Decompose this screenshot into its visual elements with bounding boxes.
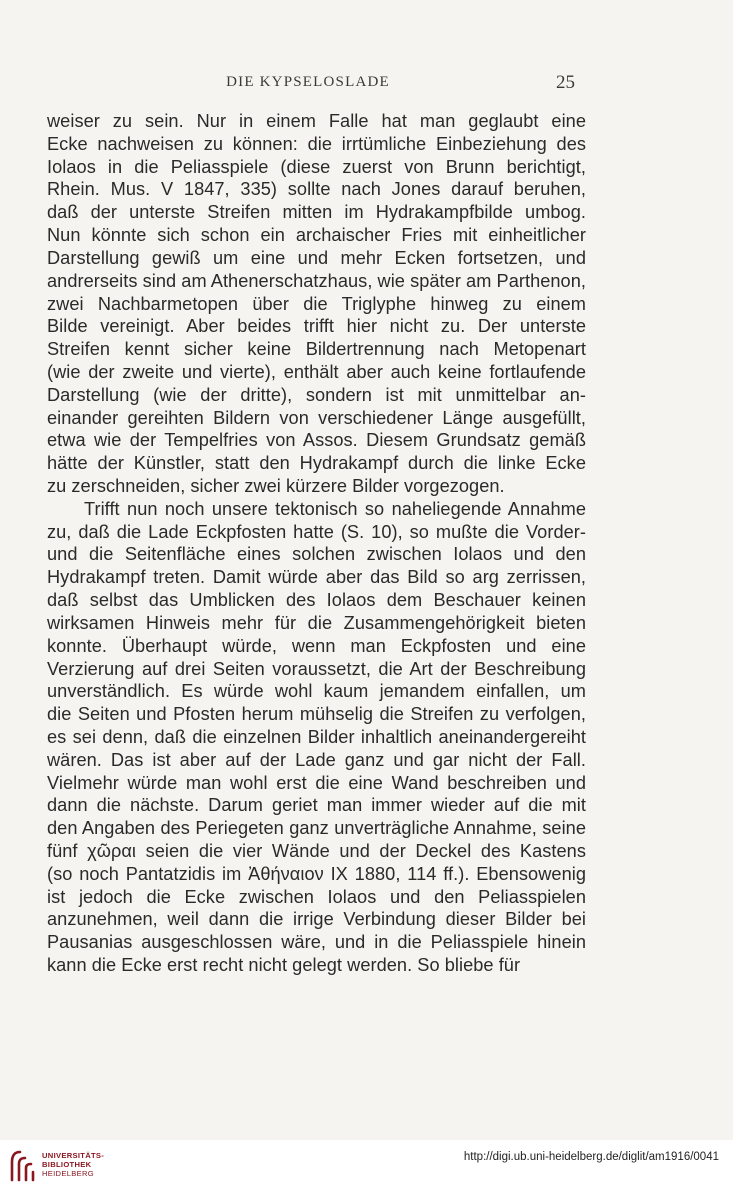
text-line: zu, daß die Lade Eckpfosten hatte (S. 10), so mußte die Vorder-: [47, 521, 586, 542]
text-line: Streifen kennt sicher keine Bildertrennung nach Metopenart: [47, 339, 586, 360]
text-line: weiser zu sein. Nur in einem Falle hat man geglaubt eine: [47, 111, 586, 131]
body-text: [47, 110, 586, 977]
text-line: Ecke nachweisen zu können: die irrtümliche Einbeziehung des: [47, 133, 586, 154]
text-line: hätte der Künstler, statt den Hydrakampf durch die linke Ecke: [47, 453, 586, 474]
text-line: den Angaben des Periegeten ganz unverträgliche Annahme, seine: [47, 818, 586, 839]
running-header: [0, 72, 733, 96]
text-line: ist jedoch die Ecke zwischen Iolaos und den Peliasspielen: [47, 886, 586, 907]
text-line: wirksamen Hinweis mehr für die Zusammengehörigkeit bieten: [47, 612, 586, 633]
text-line: Hydrakampf treten. Damit würde aber das Bild so arg zerrissen,: [47, 567, 586, 588]
text-line: Verzierung auf drei Seiten voraussetzt, die Art der Beschreibung: [47, 658, 586, 679]
text-line: Darstellung (wie der dritte), sondern ist mit unmittelbar an-: [47, 384, 586, 405]
text-line: Bilde vereinigt. Aber beides trifft hier nicht zu. Der unterste: [47, 316, 586, 337]
running-title: DIE KYPSELOSLADE: [226, 74, 390, 90]
text-line: andrerseits sind am Athenerschatzhaus, wie später am Parthenon,: [47, 270, 586, 291]
text-line: anzunehmen, weil dann die irrige Verbindung dieser Bilder bei: [47, 909, 586, 930]
text-line: die Seiten und Pfosten herum mühselig die Streifen zu verfolgen,: [47, 704, 586, 725]
page-number: 25: [556, 72, 575, 93]
text-line: Rhein. Mus. V 1847, 335) sollte nach Jones darauf beruhen,: [47, 179, 586, 200]
text-line: Nun könnte sich schon ein archaischer Fries mit einheitlicher: [47, 225, 586, 246]
text-line: kann die Ecke erst recht nicht gelegt werden. So bliebe für: [47, 955, 521, 976]
text-line: Trifft nun noch unsere tektonisch so naheliegende Annahme: [84, 498, 586, 519]
text-line: zu zerschneiden, sicher zwei kürzere Bilder vorgezogen.: [47, 476, 505, 496]
text-line: zwei Nachbarmetopen über die Triglyphe hinweg zu einem: [47, 293, 586, 314]
source-url[interactable]: http://digi.ub.uni-heidelberg.de/diglit/am1916/0041: [463, 1151, 719, 1163]
text-line: etwa wie der Tempelfries von Assos. Diesem Grundsatz gemäß: [47, 430, 586, 451]
library-logo-icon: [8, 1148, 38, 1182]
text-line: daß selbst das Umblicken des Iolaos dem Beschauer keinen: [47, 590, 586, 611]
logo-line-3: HEIDELBERG: [42, 1169, 94, 1178]
text-line: daß der unterste Streifen mitten im Hydrakampfbilde umbog.: [47, 202, 586, 223]
text-line: und die Seitenfläche eines solchen zwischen Iolaos und den: [47, 544, 586, 565]
text-line: (so noch Pantatzidis im Ἀθήναιον IX 1880, 114 ff.). Ebensowenig: [47, 863, 586, 884]
text-line: dann die nächste. Darum geriet man immer wieder auf die mit: [47, 795, 586, 816]
text-line: Pausanias ausgeschlossen wäre, und in die Peliasspiele hinein: [47, 932, 586, 953]
logo-line-2: BIBLIOTHEK: [42, 1160, 92, 1169]
text-line: fünf χῶραι seien die vier Wände und der Deckel des Kastens: [47, 841, 586, 861]
library-logo-text: [42, 1151, 104, 1178]
text-line: Darstellung gewiß um eine und mehr Ecken fortsetzen, und: [47, 247, 586, 268]
logo-line-1: UNIVERSITÄTS-: [42, 1151, 105, 1160]
text-line: Vielmehr würde man wohl erst die eine Wand beschreiben und: [47, 772, 586, 793]
text-line: Iolaos in die Peliasspiele (diese zuerst von Brunn berichtigt,: [47, 156, 586, 177]
footer-bar: [0, 1140, 733, 1192]
text-line: es sei denn, daß die einzelnen Bilder inhaltlich aneinandergereiht: [47, 726, 586, 747]
text-line: einander gereihten Bildern von verschiedener Länge ausgefüllt,: [47, 407, 586, 428]
text-line: (wie der zweite und vierte), enthält aber auch keine fortlaufende: [47, 361, 586, 382]
text-line: unverständlich. Es würde wohl kaum jemandem einfallen, um: [47, 681, 586, 702]
text-line: wären. Das ist aber auf der Lade ganz und gar nicht der Fall.: [47, 749, 586, 770]
text-line: konnte. Überhaupt würde, wenn man Eckpfosten und eine: [47, 635, 586, 656]
